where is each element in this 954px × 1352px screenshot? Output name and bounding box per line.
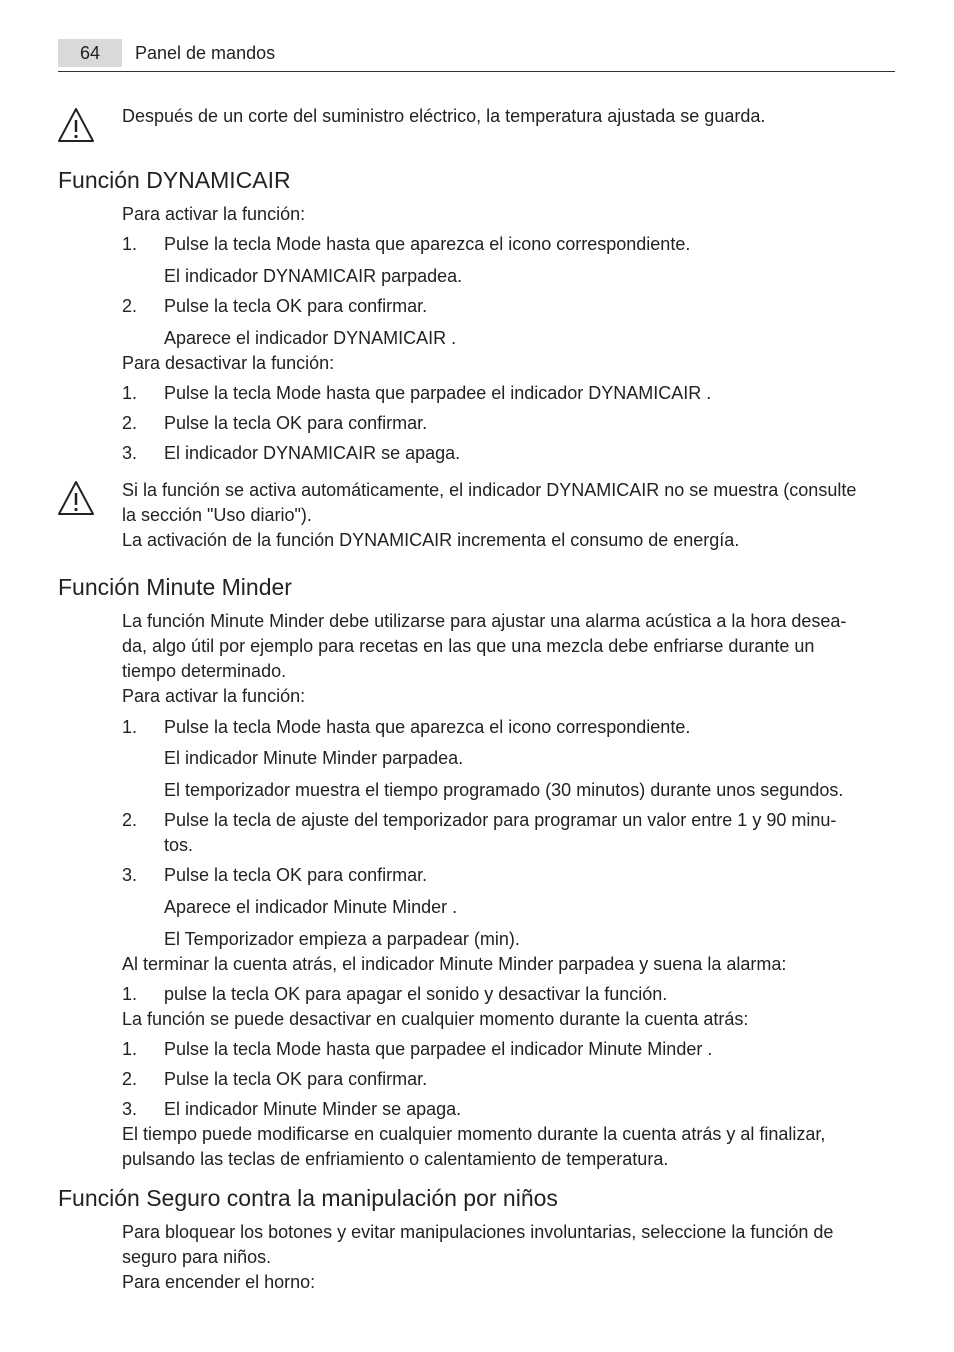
paragraph: El tiempo puede modificarse en cualquier momento durante la cuenta atrás y al finalizar, (122, 1124, 826, 1144)
header-title: Panel de mandos (135, 43, 276, 63)
paragraph: Para activar la función: (122, 204, 306, 224)
paragraph: La función Minute Minder debe utilizarse para ajustar una alarma acústica a la hora desea- (122, 611, 847, 631)
list-item: Pulse la tecla OK para confirmar. (164, 413, 428, 433)
paragraph: seguro para niños. (122, 1247, 272, 1267)
list-number: 3. (122, 443, 138, 463)
list-item-note: El Temporizador empieza a parpadear (min). (164, 929, 520, 949)
paragraph: Al terminar la cuenta atrás, el indicador Minute Minder parpadea y suena la alarma: (122, 954, 787, 974)
list-item: Pulse la tecla Mode hasta que parpadee el indicador Minute Minder . (164, 1039, 713, 1059)
page-number: 64 (58, 39, 122, 67)
list-number: 2. (122, 296, 138, 316)
list-number: 1. (122, 717, 138, 737)
list-number: 2. (122, 413, 138, 433)
list-item: El indicador DYNAMICAIR se apaga. (164, 443, 461, 463)
list-item: Pulse la tecla OK para confirmar. (164, 1069, 428, 1089)
paragraph: Para activar la función: (122, 686, 306, 706)
paragraph: da, algo útil por ejemplo para recetas en las que una mezcla debe enfriarse durante un (122, 636, 815, 656)
list-number: 1. (122, 234, 138, 254)
list-item: Pulse la tecla OK para confirmar. (164, 865, 428, 885)
list-item-note: Aparece el indicador DYNAMICAIR . (164, 328, 457, 348)
section-heading-child-lock: Función Seguro contra la manipulación por niños (58, 1185, 558, 1211)
list-item-continued: tos. (164, 835, 194, 855)
warning-line: La activación de la función DYNAMICAIR incrementa el consumo de energía. (122, 530, 740, 550)
section-heading-minute-minder: Función Minute Minder (58, 574, 292, 600)
warning-text (122, 478, 902, 553)
warning-line: la sección "Uso diario"). (122, 505, 312, 525)
paragraph: tiempo determinado. (122, 661, 287, 681)
section-heading-dynamicair: Función DYNAMICAIR (58, 167, 291, 193)
warning-icon (57, 480, 95, 516)
warning-icon (57, 107, 95, 143)
list-item: El indicador Minute Minder se apaga. (164, 1099, 462, 1119)
list-number: 3. (122, 1099, 138, 1119)
list-item-note: El indicador DYNAMICAIR parpadea. (164, 266, 463, 286)
list-item: Pulse la tecla OK para confirmar. (164, 296, 428, 316)
page-header (58, 39, 895, 72)
list-number: 2. (122, 1069, 138, 1089)
list-number: 1. (122, 1039, 138, 1059)
paragraph: pulsando las teclas de enfriamiento o calentamiento de temperatura. (122, 1149, 669, 1169)
list-item: Pulse la tecla Mode hasta que aparezca el icono correspondiente. (164, 234, 691, 254)
list-number: 2. (122, 810, 138, 830)
list-number: 1. (122, 383, 138, 403)
list-item: pulse la tecla OK para apagar el sonido y desactivar la función. (164, 984, 668, 1004)
warning-line: Después de un corte del suministro eléctrico, la temperatura ajustada se guarda. (122, 106, 766, 126)
list-item: Pulse la tecla Mode hasta que aparezca el icono correspondiente. (164, 717, 691, 737)
paragraph: Para encender el horno: (122, 1272, 316, 1292)
list-item-note: El temporizador muestra el tiempo programado (30 minutos) durante unos segundos. (164, 780, 844, 800)
paragraph: Para desactivar la función: (122, 353, 335, 373)
paragraph: La función se puede desactivar en cualquier momento durante la cuenta atrás: (122, 1009, 749, 1029)
paragraph: Para bloquear los botones y evitar manipulaciones involuntarias, seleccione la función de (122, 1222, 834, 1242)
warning-line: Si la función se activa automáticamente, el indicador DYNAMICAIR no se muestra (consulte (122, 480, 857, 500)
warning-text (122, 104, 902, 129)
list-item: Pulse la tecla de ajuste del temporizador para programar un valor entre 1 y 90 minu- (164, 810, 837, 830)
list-number: 3. (122, 865, 138, 885)
list-number: 1. (122, 984, 138, 1004)
list-item-note: Aparece el indicador Minute Minder . (164, 897, 458, 917)
list-item-note: El indicador Minute Minder parpadea. (164, 748, 464, 768)
list-item: Pulse la tecla Mode hasta que parpadee el indicador DYNAMICAIR . (164, 383, 712, 403)
